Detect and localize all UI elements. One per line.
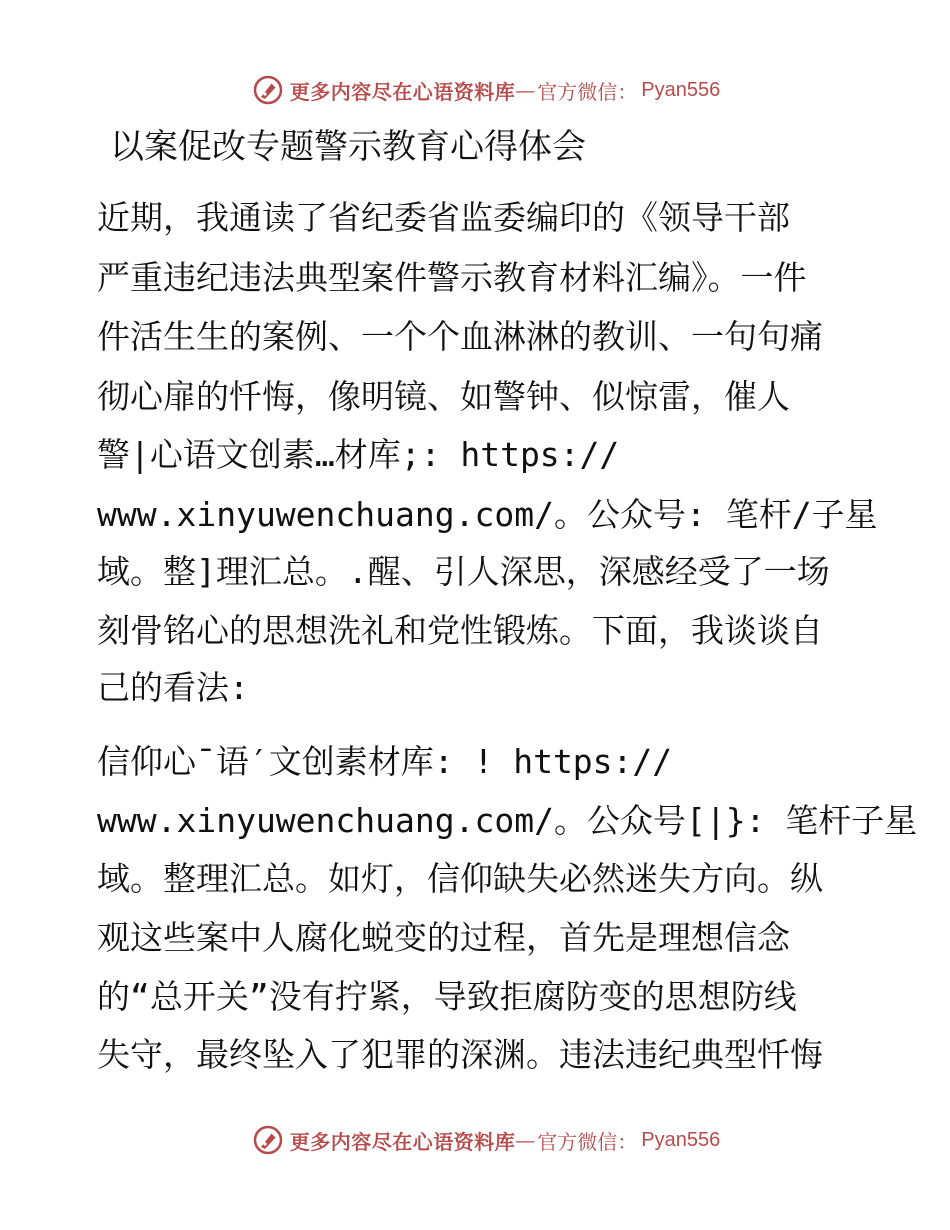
text-line: 的“总开关”没有拧紧，导致拒腐防变的思想防线 bbox=[97, 977, 797, 1016]
text-line: 彻心扉的忏悔，像明镜、如警钟、似惊雷，催人 bbox=[97, 377, 790, 416]
text-line: 域。整理汇总。如灯，信仰缺失必然迷失方向。纵 bbox=[97, 859, 823, 898]
text-line: 严重违纪违法典型案件警示教育材料汇编》。一件 bbox=[97, 258, 807, 297]
text-line: 信仰心¯语′文创素材库: ! https:// bbox=[97, 742, 673, 781]
pen-nib-logo-icon bbox=[252, 1124, 284, 1156]
banner-main-text: 更多内容尽在心语资料库 bbox=[289, 79, 516, 104]
text-line: www.xinyuwenchuang.com/。公众号: 笔杆/子星 bbox=[97, 495, 878, 534]
banner-account: Pyan556 bbox=[641, 78, 721, 101]
text-line: 警|心语文创素…材库;: https:// bbox=[97, 435, 620, 474]
text-line: 刻骨铭心的思想洗礼和党性锻炼。下面，我谈谈自 bbox=[97, 611, 823, 650]
banner-wechat-label: 官方微信： bbox=[537, 1129, 638, 1154]
text-line: 域。整]理汇总。.醒、引人深思，深感经受了一场 bbox=[97, 552, 830, 591]
banner-separator: — bbox=[515, 1128, 536, 1152]
banner-separator: — bbox=[515, 78, 536, 102]
text-line: 件活生生的案例、一个个血淋淋的教训、一句句痛 bbox=[97, 317, 823, 356]
header-banner bbox=[0, 70, 950, 110]
banner-wechat-label: 官方微信： bbox=[537, 79, 638, 104]
banner-account: Pyan556 bbox=[641, 1128, 721, 1151]
text-line: 己的看法: bbox=[97, 668, 249, 707]
document-title: 以案促改专题警示教育心得体会 bbox=[110, 127, 586, 167]
text-line: 观这些案中人腐化蜕变的过程，首先是理想信念 bbox=[97, 918, 790, 957]
pen-nib-logo-icon bbox=[252, 74, 284, 106]
text-line: 失守，最终坠入了犯罪的深渊。违法违纪典型忏悔 bbox=[97, 1035, 823, 1074]
text-line: 近期，我通读了省纪委省监委编印的《领导干部 bbox=[97, 198, 790, 237]
banner-main-text: 更多内容尽在心语资料库 bbox=[289, 1129, 516, 1154]
footer-banner bbox=[0, 1120, 950, 1160]
text-line: www.xinyuwenchuang.com/。公众号[|}: 笔杆子星 bbox=[97, 801, 918, 840]
